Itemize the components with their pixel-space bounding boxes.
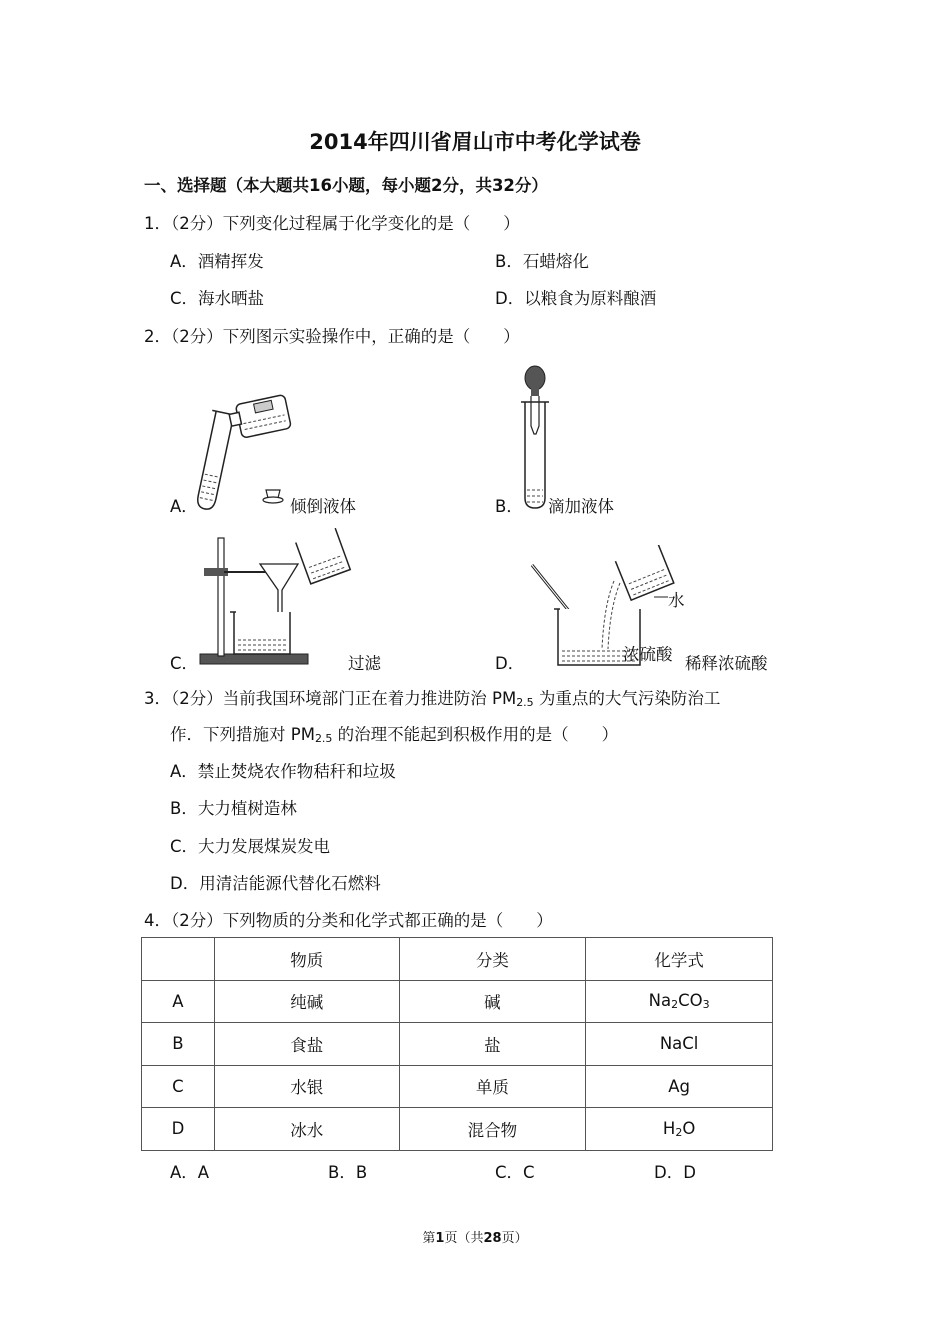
table-row [142, 1108, 773, 1151]
classification-table [141, 937, 773, 1151]
figure-c-caption: 过滤 [348, 654, 381, 673]
table-header: 物质 [214, 938, 399, 981]
table-cell: A [142, 980, 215, 1023]
table-cell: NaCl [586, 1023, 773, 1066]
question-4-option-b: B．B [328, 1163, 368, 1182]
question-1-option-d: D．以粮食为原料酿酒 [495, 289, 657, 308]
figure-d-caption: 稀释浓硫酸 [685, 654, 768, 673]
table-cell: $H_2O$ [586, 1108, 773, 1151]
table-cell: 水银 [214, 1065, 399, 1108]
table-cell: 盐 [399, 1023, 586, 1066]
table-header [142, 938, 215, 981]
figure-d-letter: D． [495, 654, 525, 673]
figure-dropping-liquid [515, 362, 555, 512]
page-title: 2014年四川省眉山市中考化学试卷 [309, 130, 641, 154]
question-3-option-a: A．禁止焚烧农作物秸秆和垃圾 [170, 762, 396, 781]
table-cell: Ag [586, 1065, 773, 1108]
table-cell: B [142, 1023, 215, 1066]
question-3-stem-line-1: 3．（2分）当前我国环境部门正在着力推进防治 $PM_{2.5}$ 为重点的大气污染防治工 [144, 689, 721, 709]
question-2-stem: 2．（2分）下列图示实验操作中，正确的是（ ） [144, 327, 520, 346]
figure-pouring-liquid [190, 390, 300, 515]
question-4-option-c: C．C [495, 1163, 535, 1182]
table-header-row [142, 938, 773, 981]
question-3-option-c: C．大力发展煤炭发电 [170, 837, 331, 856]
figure-c-letter: C． [170, 654, 199, 673]
table-cell: 食盐 [214, 1023, 399, 1066]
table-row [142, 1023, 773, 1066]
question-4-option-d: D．D [654, 1163, 696, 1182]
figure-b-caption: 滴加液体 [548, 497, 614, 516]
question-3-stem-line-2: 作．下列措施对 $PM_{2.5}$ 的治理不能起到积极作用的是（ ） [170, 725, 619, 745]
table-header: 化学式 [586, 938, 773, 981]
page-footer: 第1页（共28页） [422, 1231, 528, 1246]
question-4-stem: 4．（2分）下列物质的分类和化学式都正确的是（ ） [144, 911, 553, 930]
figure-d-label-water: 水 [668, 591, 685, 610]
table-cell: 混合物 [399, 1108, 586, 1151]
question-1-stem: 1．（2分）下列变化过程属于化学变化的是（ ） [144, 214, 520, 233]
figure-a-caption: 倾倒液体 [290, 497, 356, 516]
table-cell: 碱 [399, 980, 586, 1023]
question-1-option-b: B．石蜡熔化 [495, 252, 589, 271]
table-cell: 冰水 [214, 1108, 399, 1151]
figure-d-label-acid: 浓硫酸 [623, 645, 673, 664]
section-heading: 一、选择题（本大题共16小题，每小题2分，共32分） [144, 176, 548, 195]
figure-filtration [198, 528, 353, 668]
table-row [142, 1065, 773, 1108]
figure-b-letter: B． [495, 497, 523, 516]
question-1-option-a: A．酒精挥发 [170, 252, 264, 271]
table-header: 分类 [399, 938, 586, 981]
table-row [142, 980, 773, 1023]
question-1-option-c: C．海水晒盐 [170, 289, 265, 308]
question-3-option-d: D．用清洁能源代替化石燃料 [170, 874, 381, 893]
question-3-option-b: B．大力植树造林 [170, 799, 297, 818]
table-cell: 纯碱 [214, 980, 399, 1023]
table-cell: 单质 [399, 1065, 586, 1108]
table-cell: C [142, 1065, 215, 1108]
question-4-option-a: A．A [170, 1163, 210, 1182]
table-cell: $Na_2CO_3$ [586, 980, 773, 1023]
table-cell: D [142, 1108, 215, 1151]
figure-a-letter: A． [170, 497, 198, 516]
